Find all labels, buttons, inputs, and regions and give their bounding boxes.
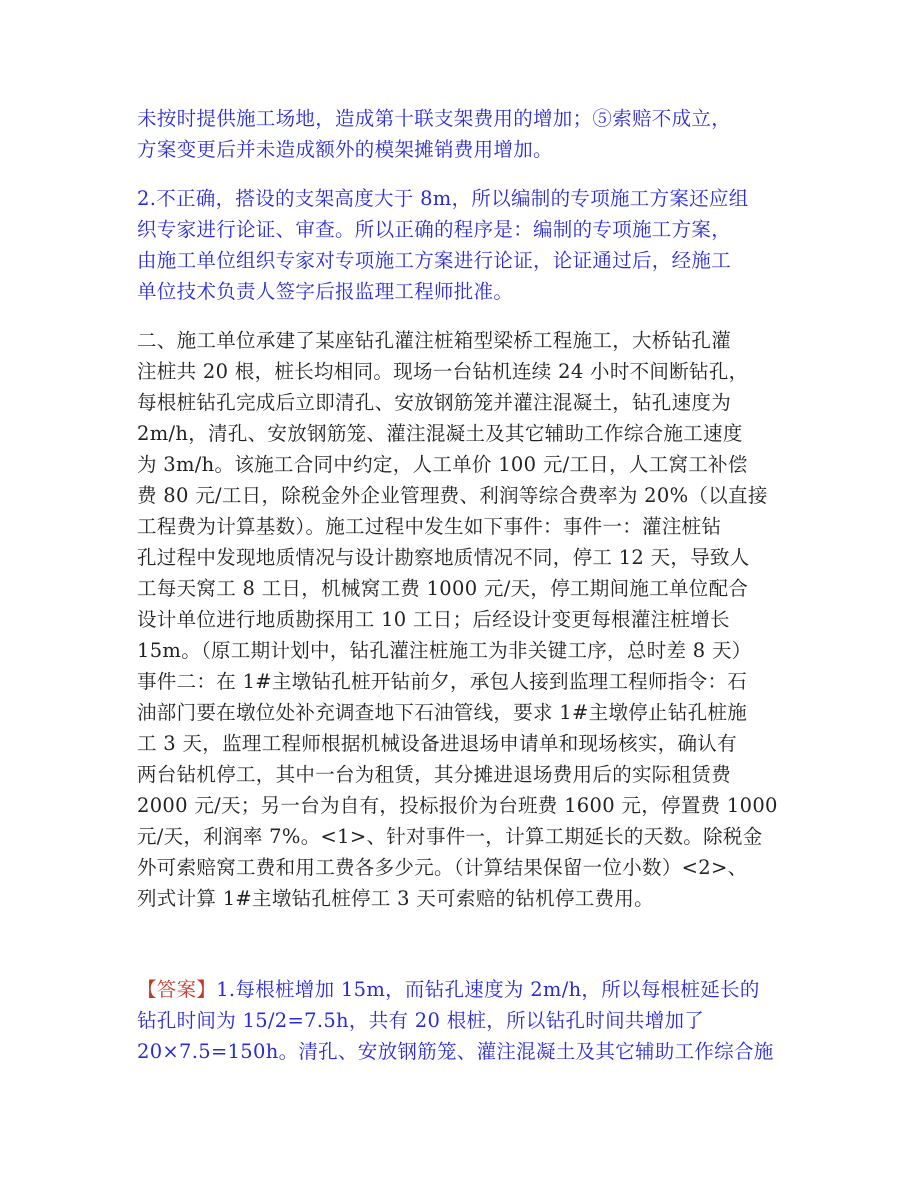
answer-2-paragraph (137, 183, 787, 307)
text-line: 两台钻机停工，其中一台为租赁，其分摊进退场费用后的实际租赁费 (137, 763, 732, 786)
answer-continuation-paragraph (137, 103, 787, 165)
text-line: 列式计算 1#主墩钻孔桩停工 3 天可索赔的钻机停工费用。 (137, 887, 654, 910)
text-line: 方案变更后并未造成额外的模架摊销费用增加。 (137, 138, 553, 161)
text-line: 外可索赔窝工费和用工费各多少元。（计算结果保留一位小数）<2>、 (137, 856, 748, 879)
text-line: 15m。（原工期计划中，钻孔灌注桩施工为非关键工序，总时差 8 天） (137, 639, 752, 662)
question-paragraph (137, 325, 787, 914)
answer-first-line (137, 974, 787, 1005)
text-line: 工程费为计算基数）。施工过程中发生如下事件：事件一：灌注桩钻 (137, 515, 722, 538)
text-line: 费 80 元/工日，除税金外企业管理费、利润等综合费率为 20%（以直接 (137, 484, 768, 507)
answer-label: 【答案】 (137, 978, 217, 1001)
text-line: 设计单位进行地质勘探用工 10 工日；后经设计变更每根灌注桩增长 (137, 608, 730, 631)
text-line: 20×7.5=150h。清孔、安放钢筋笼、灌注混凝土及其它辅助工作综合施 (137, 1040, 774, 1063)
text-line: 工每天窝工 8 工日，机械窝工费 1000 元/天，停工期间施工单位配合 (137, 577, 749, 600)
text-line: 工 3 天，监理工程师根据机械设备进退场申请单和现场核实，确认有 (137, 732, 737, 755)
text-line: 事件二：在 1#主墩钻孔桩开钻前夕，承包人接到监理工程师指令：石 (137, 670, 748, 693)
answer-paragraph (137, 974, 787, 1067)
text-line: 2m/h，清孔、安放钢筋笼、灌注混凝土及其它辅助工作综合施工速度 (137, 422, 743, 445)
text-line: 2.不正确，搭设的支架高度大于 8m，所以编制的专项施工方案还应组 (137, 187, 749, 210)
text-line: 钻孔时间为 15/2=7.5h，共有 20 根桩，所以钻孔时间共增加了 (137, 1009, 705, 1032)
text-line: 由施工单位组织专家对专项施工方案进行论证，论证通过后，经施工 (137, 249, 732, 272)
text-line: 油部门要在墩位处补充调查地下石油管线，要求 1#主墩停止钻孔桩施 (137, 701, 748, 724)
text-line: 孔过程中发现地质情况与设计勘察地质情况不同，停工 12 天，导致人 (137, 546, 750, 569)
text-line: 二、施工单位承建了某座钻孔灌注桩箱型梁桥工程施工，大桥钻孔灌 (137, 329, 732, 352)
text-line: 2000 元/天；另一台为自有，投标报价为台班费 1600 元，停置费 1000 (137, 794, 778, 817)
text-line: 每根桩钻孔完成后立即清孔、安放钢筋笼并灌注混凝土，钻孔速度为 (137, 391, 732, 414)
answer-first-line-text: 1.每根桩增加 15m，而钻孔速度为 2m/h，所以每根桩延长的 (216, 978, 760, 1001)
text-line: 为 3m/h。该施工合同中约定，人工单价 100 元/工日，人工窝工补偿 (137, 453, 748, 476)
text-line: 未按时提供施工场地，造成第十联支架费用的增加；⑤索赔不成立， (137, 107, 732, 130)
text-line: 元/天，利润率 7%。<1>、针对事件一，计算工期延长的天数。除税金 (137, 825, 763, 848)
text-line: 织专家进行论证、审查。所以正确的程序是：编制的专项施工方案， (137, 218, 732, 241)
text-line: 单位技术负责人签字后报监理工程师批准。 (137, 280, 514, 303)
text-line: 注桩共 20 根，桩长均相同。现场一台钻机连续 24 小时不间断钻孔， (137, 360, 749, 383)
